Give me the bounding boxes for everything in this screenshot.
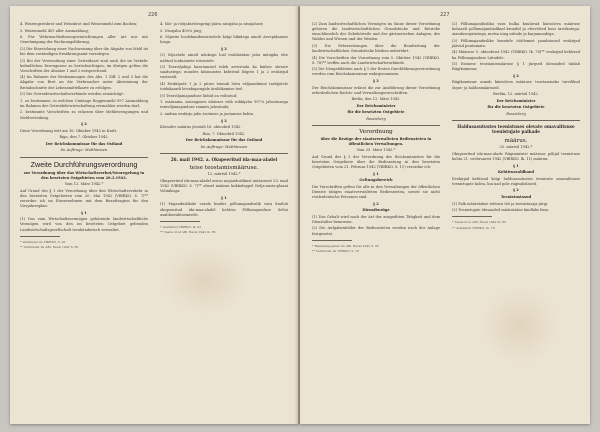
divider [452,120,580,121]
right-column-estonian [160,22,288,236]
text-line: (3) Teraviljaliigi kasutamisel tuleb arvestada ka käibes olevate saadustega; muudes küsimustes kehtivad lõigete 1 ja 2 eeskirjad vastavalt. [160,65,288,80]
heading-date: Vom 25. März 1942.* [356,148,396,153]
section-mark: § 2 [221,46,227,51]
text-line: 2. andma eeskirju jahu tootmise ja jaotamise kohta. [160,111,255,116]
signer-sub: Rosenberg [506,111,526,116]
text-line: (5) Esimese teostamismääruse § 1 järgsed ülesanded täidab Riigikomissar. [452,62,580,72]
paper-stain [160,246,250,316]
text-line: Die Vorschriften gelten für alle in den Verwaltungen der öffentlichen Dienste tätigen staatsverwalteten Bediensteten, soweit sie nicht reichsdeutsche Personen sind. [312,184,440,199]
place-date: Riia, 7. Oktoobril 1942. [202,131,246,136]
section-mark: § 2 [373,78,379,83]
section-mark: § 1 [513,163,519,168]
paper-stain [480,286,560,366]
left-page [10,6,299,424]
text-line: (4) Im Rahmen der Bestimmungen des Abs. 1 Ziff. 2 und 3 hat die Abgabe von Brot an die Verbraucher unter Abtrennung der Brotabschnitte der Lebensmittelkarte zu erfolgen. [20,75,148,90]
text-line: Eeskirjad kehtivad kõigi haldusasutustes teenivate omavalitsuse teenistujate kohta, kui nad pole riigisakslased. [452,176,580,186]
text-line: (3) Die Erbersetzungen über die Bearbeitung der landwirtschaftlichen Grundstücke bleiben unberührt. [312,43,440,53]
footnote-rule [452,216,492,217]
signer: Der Reichsminister [496,98,536,103]
text-line: (2) Teenistujate ülesanded määratakse kindlaks lisas. [452,208,550,213]
heading-date: 12. märtsil 1942.* [207,172,241,177]
right-page [300,6,590,424]
heading-sub: zur Verordnung über das Wirtschaftsverbot/Neuregelung in den besetzten Ostgebieten vom 26.3.1943. [23,170,145,180]
section-heading: Verordnung [359,129,393,136]
place-date: Berlin, den 12. März 1942. [351,97,401,102]
section-heading-main: määrus. [504,137,528,144]
subheading: Kehtivusvaldkond [497,170,534,175]
signer-line-2: für die besetzten Ostgebiete [487,105,545,110]
signer-line-2: für die besetzten Ostgebiete [347,110,405,115]
section-mark: § 1 [373,171,379,176]
text-line: (1) Majanduslikule varale kuuluv põllumajanduslik vara kuulub okupeeritud ida-maa-aladel kehtiva Põllumajanduse Seltsi usaldusvalitsemisele. [160,202,288,217]
subheading: Dienstbezüge [362,208,390,213]
text-line: (4) Die Vorschriften der Verordnung vom 5. Oktober 1942 (VBlRKO. S. 78)** treffen auch die Landwirtschaftsverbände. [312,55,440,65]
heading-sub: über die Bezüge der staatsverwalteten Bediensteten in öffentlichen Verwaltungen. [320,136,432,146]
signer-sub: Im Auftrage: Matthiessen [60,148,108,153]
text-line: 1. määrama, missuguses ulatuses võib rukkijahu 997% jahvatusega teraviljamajanduse raames jahvatada; [160,100,288,110]
text-line: (2) Sõjaväele ainult nõukogu loal eraldatakse jahu müügiks ette nähtud toiduainete rõivastele. [160,53,288,63]
section-mark: § 2 [373,201,379,206]
text-line: (5) Teraviljamajanduse liidud on volitatud: [160,93,238,98]
footnote-rule [312,240,352,241]
footnote: * Teade nr.ul ABl. Reval 1942 lk. 85 [452,220,507,225]
footnote-rule [20,236,60,237]
subheading: Geltungsbereich [359,178,393,183]
heading-date: 25. märtsil 1942.* [499,145,533,150]
text-line: (1) Das zum Wirtschaftsvermögen gehörende landwirtschaftliche Vermögen wird von den im besetzten Ostgebiet geltenden Landwirtschaftsgesellschaft treuhänderisch verwaltet. [20,217,148,232]
text-line: (4) Eeskirjade 1 ja 2 piires toimub leiva väljaandmine tarbijatele toidukaardi leivakupongide äralõikamise teel. [160,81,288,92]
left-column-german [20,22,148,251]
heading-date: Vom 12. März 1942.* [64,182,104,187]
text-line: 5. Nisujahu 405% järg; [160,28,202,33]
text-line: Riigikomissar annab käesoleva määruse teostamiseks tarvilikud õigus- ja haldusmäärused. [452,80,580,90]
section-mark: § 2 [81,122,87,127]
signer-sub: Rosenberg [366,117,386,121]
footnote: * Bekanntgegeben im ABl. Reval 1942 S. 85 [312,243,379,248]
text-line: (4) Määruse 5. oktoobrist 1942 (VBlRKO. lk. 78)** eeskirjad kehtivad ka Põllumajanduse Liitudele. [452,50,580,60]
section-mark: § 2 [513,188,519,193]
place-date: Riga, den 7. Oktober 1942. [59,135,109,140]
text-line: (5) Die Getreidewirtschaftsverbände werden ermächtigt: [20,92,124,97]
divider [20,157,148,158]
text-line: 6. Sõjaväe hoolekandeasutustele kõigi liikidega ainult Arvepidamise loaga. [160,35,288,45]
text-line: Okupeeritud ida-maa-aladel aruvu majanduslikust määrusest 20. mail 1942 (VBlRKO. S. 7)** alusel määran kokkuleppel Nelja-aasta-plaani Volinikuga: [160,179,288,194]
text-line: (2) Põllumajandusliku vara hulka kuuluvad käesoleva määruse kohaselt põllumajanduslikud krundid ja ettevõtted koos tarvikutega, aiandusrajatistega, metsa ning niitude ja karjamaadega. [452,22,580,37]
text-line: 2. bestimmte Vorschriften zu erlassen über Mehlerzeugungen und Mehlverteilung. [20,110,148,120]
text-line: 4. Weizengriesbrot und Weissbrot und Weizenmehl zum Backen; [20,22,138,26]
section-heading-main: teise teostamismääruse. [189,165,259,172]
section-mark: § 1 [81,210,87,215]
divider [312,125,440,126]
text-line: Diese Verordnung tritt am 16. Oktober 1942 in Kraft. [20,128,118,133]
footnote: ** Verkündet im VBlRKO. S. 78 [312,249,359,254]
section-mark: § 2 [513,73,519,78]
text-line: (2) Die Einreichung einer Nachweisung über die Abgabe von Mehl ist bei dem zuständigen Ernährungsamt vorzulegen. [20,46,148,56]
footnote: ** Avaldatud VBlRKO. lk. 78 [452,225,495,230]
subheading: Teenistustasud [500,194,532,199]
signer-sub: Im Auftrage: Matthiessen [200,144,248,149]
text-line: (2) Die Aufgabenfelder der Bediensteten werden nach der Anlage festgesetzt. [312,226,440,236]
signer: Der Reichsminister [356,103,396,108]
document-spread [10,6,590,426]
page-number: 227 [440,12,450,18]
signer: Der Reichskommissar für das Ostland [45,141,123,146]
text-line: Der Reichskommissar erlässt die zur Ausführung dieser Verordnung erforderlichen Rechts- und Verwaltungsvorschriften. [312,85,440,95]
section-heading: 26. mail 1942. a. Okupeeritud ida-maa-aladel [170,156,278,162]
text-line: 4. Söö- ja rõõjuksrõivaprügi jääva nisujahu ja nisujahust; [160,22,264,26]
text-line: Käesolev määrus jõustub 16. oktoobril 1942. [160,125,242,130]
text-line: (2) Zum landwirtschaftlichen Vermögen im Sinne dieser Verordnung gehören die landwirtschaftlichen Grundstücke und Betriebe einschliesslich der Zubehörteile und der gärtnerischen Anlagen, des Waldes und Wiesen und der Weiden. [312,22,440,42]
place-date: Berliin, 12. märtsil 1942. [493,92,539,97]
footnote: * Verkündet im VBlRKO. S. 92 [20,239,66,244]
text-line: 6. Für Wehrmachtsfürsorgeeinrichtungen aller Art nur mit Genehmigung der Rechnungsführung; [20,35,148,45]
section-heading: Zweite Durchführungsverordnung [30,159,138,169]
text-line: (3) Põllumajanduslike kruntide töötlemist puudutavad eeskirjad jäävad puutumata. [452,38,580,48]
text-line: (3) Bei der Verwendung einer Getreideart sind auch die im Verkehr befindlichen Erzeugnisse zu berücksichtigen; im übrigen gelten die Vorschriften der Absätze 1 und 2 entsprechend. [20,58,148,73]
section-mark: § 1 [221,195,227,200]
divider [160,153,288,154]
left-column-german [312,22,440,255]
footnote: * Avaldatud VBlRKO. lk. 92 [160,224,202,229]
signer: Der Reichskommissar für das Ostland [185,138,263,143]
section-mark: § 2 [221,118,227,123]
text-line: (1) Das Gehalt wird nach der Art der ausgeübten Tätigkeit und dem Dienstalter bemessen. [312,214,440,224]
text-line: Auf Grund des § 2 der Verordnung des Reichsministers für die besetzten Ostgebiete über die Bedienstung in den besetzten Ostgebieten vom 21. Februar 1942 (VBlRKO. S. 11) verordne ich: [312,154,440,169]
text-line: Okupeeritud ida-maa-alade Riigiministri määruse põhjal teenistuse kohta 21. veebruarist 1942 (VBlRKO. lk. 11) määran: [452,151,580,161]
text-line: (5) Die Neugebildeten nach § 1 der Ersten Durchführungsverordnung werden vom Reichskommissar wahrgenommen. [312,67,440,77]
text-line: 1. zu bestimmen, in welchen Umfange Roggenmehl 997 Ausmahlung im Rahmen der Getreidebewirtschaftung vermahlen werden darf; [20,98,148,108]
text-line: Auf Grund des § 1 der Verordnung über den Wirtschaftsverkehr in den besetzten Ostgebieten vom 20. Mai 1942 (VBlRKO. S. 7)** verordne ich im Einvernehmen mit dem Beauftragten für den Vierjahresplan: [20,188,148,209]
footnote-rule [160,221,200,222]
text-line: 5. Weizenmehl 405 aller Ausmahlung; [20,28,90,33]
right-column-estonian [452,22,580,231]
footnote: ** Verkündet im ABl. Reval 1942 S. 85 [20,245,79,250]
page-number: 226 [148,12,158,18]
section-heading: Haldusasutustes teenistuses olevate omavalitsuse teenistujate palkade [457,124,575,135]
footnote: ** Teade nr.ul ABl. Reval 1942 lk. 85 [160,230,216,235]
text-line: (1) Palk määratakse tehtava töö ja teenistusaja järgi. [452,201,549,206]
